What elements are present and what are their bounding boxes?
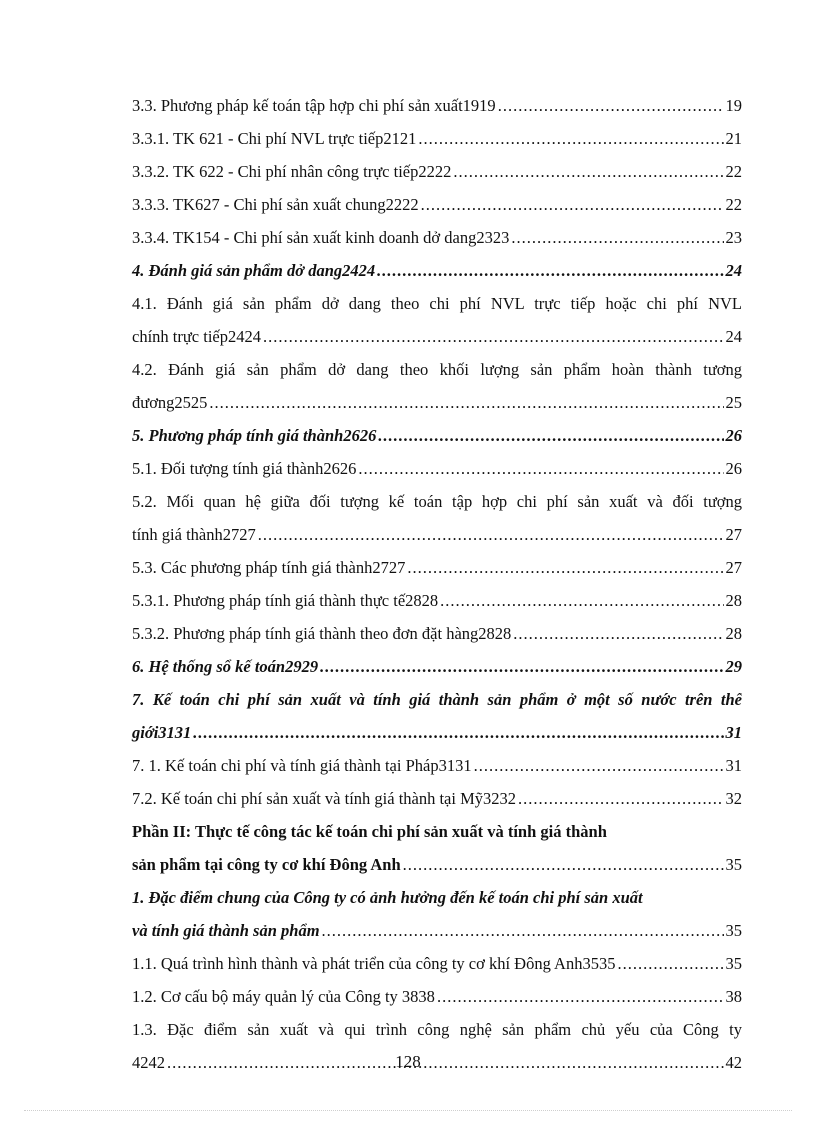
toc-entry-title: 3.3. Phương pháp kế toán tập hợp chi phí sản xuất1919 [132, 96, 496, 115]
dot-leader [511, 228, 723, 248]
toc-entry-page: 25 [725, 393, 742, 412]
toc-entry-title: và tính giá thành sản phẩm [132, 921, 320, 940]
dot-leader [407, 558, 723, 578]
toc-entry-title: 5. Phương pháp tính giá thành2626 [132, 426, 377, 445]
toc-entry-3-3 [132, 96, 742, 116]
toc-entry-title: 7.2. Kế toán chi phí sản xuất và tính giá thành tại Mỹ3232 [132, 789, 517, 808]
toc-entry-4-2-line1: 4.2. Đánh giá sản phẩm dở dang theo khối lượng sản phẩm hoàn thành tương [132, 360, 742, 379]
page-bottom-border [24, 1110, 792, 1111]
toc-entry-title: 3.3.3. TK627 - Chi phí sản xuất chung2222 [132, 195, 419, 214]
toc-section-5 [132, 426, 742, 446]
toc-entry-page: 22 [725, 195, 742, 214]
toc-entry-1-1 [132, 954, 742, 974]
toc-entry-3-3-2 [132, 162, 742, 182]
dot-leader [209, 393, 723, 413]
toc-entry-title: 3.3.1. TK 621 - Chi phí NVL trực tiếp2121 [132, 129, 417, 148]
dot-leader [617, 954, 723, 974]
dot-leader [498, 96, 724, 116]
dot-leader [440, 591, 723, 611]
dot-leader [518, 789, 723, 809]
toc-entry-7-1 [132, 756, 742, 776]
toc-entry-title: 5.3.1. Phương pháp tính giá thành thực tế2828 [132, 591, 439, 610]
dot-leader [513, 624, 723, 644]
toc-entry-title: 4242 [132, 1053, 165, 1072]
toc-entry-title: 5.1. Đối tượng tính giá thành2626 [132, 459, 357, 478]
toc-entry-page: 21 [725, 129, 742, 148]
dot-leader [258, 525, 724, 545]
toc-entry-page: 29 [725, 657, 742, 676]
toc-entry-title: tính giá thành2727 [132, 525, 256, 544]
toc-entry-title: 4. Đánh giá sản phẩm dở dang2424 [132, 261, 376, 280]
toc-entry-5-2 [132, 525, 742, 545]
toc-entry-page: 24 [725, 327, 742, 346]
toc-part-2-line1: Phần II: Thực tế công tác kế toán chi phí sản xuất và tính giá thành [132, 822, 607, 841]
toc-entry-title: 5.3. Các phương pháp tính giá thành2727 [132, 558, 406, 577]
toc-entry-5-3-2 [132, 624, 742, 644]
toc-entry-page: 22 [725, 162, 742, 181]
toc-entry-3-3-4 [132, 228, 742, 248]
dot-leader [322, 921, 724, 941]
toc-entry-1-3-line1: 1.3. Đặc điểm sản xuất và qui trình công nghệ sản phẩm chủ yếu của Công ty [132, 1020, 742, 1039]
toc-section-7-line1: 7. Kế toán chi phí sản xuất và tính giá thành sản phẩm ở một số nước trên thế [132, 690, 742, 709]
toc-entry-title: 1.2. Cơ cấu bộ máy quản lý của Công ty 3838 [132, 987, 435, 1006]
toc-part2-section-1-line1: 1. Đặc điểm chung của Công ty có ảnh hưởng đến kế toán chi phí sản xuất [132, 888, 643, 907]
dot-leader [474, 756, 724, 776]
toc-entry-4-1-line1: 4.1. Đánh giá sản phẩm dở dang theo chi phí NVL trực tiếp hoặc chi phí NVL [132, 294, 742, 313]
dot-leader [377, 261, 723, 281]
toc-part-2 [132, 855, 742, 875]
toc-entry-title: 3.3.4. TK154 - Chi phí sản xuất kinh doanh dở dang2323 [132, 228, 510, 247]
dot-leader [418, 129, 723, 149]
toc-entry-title: sản phẩm tại công ty cơ khí Đông Anh [132, 855, 401, 874]
dot-leader [421, 195, 724, 215]
toc-entry-title: 5.3.2. Phương pháp tính giá thành theo đơn đặt hàng2828 [132, 624, 512, 643]
toc-entry-5-2-line1: 5.2. Mối quan hệ giữa đối tượng kế toán tập hợp chi phí sản xuất và đối tượng [132, 492, 742, 511]
toc-entry-page: 23 [725, 228, 742, 247]
toc-entry-4-1 [132, 327, 742, 347]
table-of-contents [132, 96, 742, 1086]
toc-entry-7-2 [132, 789, 742, 809]
toc-entry-page: 42 [725, 1053, 742, 1072]
toc-entry-title: 7. 1. Kế toán chi phí và tính giá thành tại Pháp3131 [132, 756, 472, 775]
toc-entry-page: 27 [725, 558, 742, 577]
toc-entry-title: đương2525 [132, 393, 208, 412]
toc-section-7 [132, 723, 742, 743]
toc-entry-title: giới3131 [132, 723, 192, 742]
toc-entry-page: 27 [725, 525, 742, 544]
dot-leader [263, 327, 724, 347]
toc-section-6 [132, 657, 742, 677]
toc-entry-page: 35 [725, 855, 742, 874]
dot-leader [378, 426, 723, 446]
toc-entry-page: 31 [725, 723, 742, 742]
toc-entry-3-3-3 [132, 195, 742, 215]
dot-leader [437, 987, 724, 1007]
toc-entry-page: 28 [725, 624, 742, 643]
toc-entry-page: 19 [725, 96, 742, 115]
toc-entry-title: 1.1. Quá trình hình thành và phát triển của công ty cơ khí Đông Anh3535 [132, 954, 616, 973]
toc-entry-5-3-1 [132, 591, 742, 611]
toc-section-4 [132, 261, 742, 281]
dot-leader [453, 162, 723, 182]
toc-entry-page: 26 [725, 459, 742, 478]
toc-entry-page: 28 [725, 591, 742, 610]
toc-entry-page: 35 [725, 921, 742, 940]
toc-entry-4-2 [132, 393, 742, 413]
toc-entry-5-1 [132, 459, 742, 479]
dot-leader [193, 723, 723, 743]
dot-leader [358, 459, 723, 479]
toc-entry-page: 38 [725, 987, 742, 1006]
toc-entry-title: 3.3.2. TK 622 - Chi phí nhân công trực tiếp2222 [132, 162, 452, 181]
toc-entry-title: 6. Hệ thống sổ kế toán2929 [132, 657, 319, 676]
toc-part2-section-1 [132, 921, 742, 941]
toc-entry-page: 35 [725, 954, 742, 973]
toc-entry-page: 26 [725, 426, 742, 445]
toc-entry-5-3 [132, 558, 742, 578]
toc-entry-title: chính trực tiếp2424 [132, 327, 261, 346]
toc-entry-page: 24 [725, 261, 742, 280]
toc-entry-page: 31 [725, 756, 742, 775]
toc-entry-3-3-1 [132, 129, 742, 149]
page-number: 128 [395, 1052, 421, 1071]
dot-leader [320, 657, 723, 677]
toc-entry-1-2 [132, 987, 742, 1007]
dot-leader [403, 855, 724, 875]
toc-entry-page: 32 [725, 789, 742, 808]
